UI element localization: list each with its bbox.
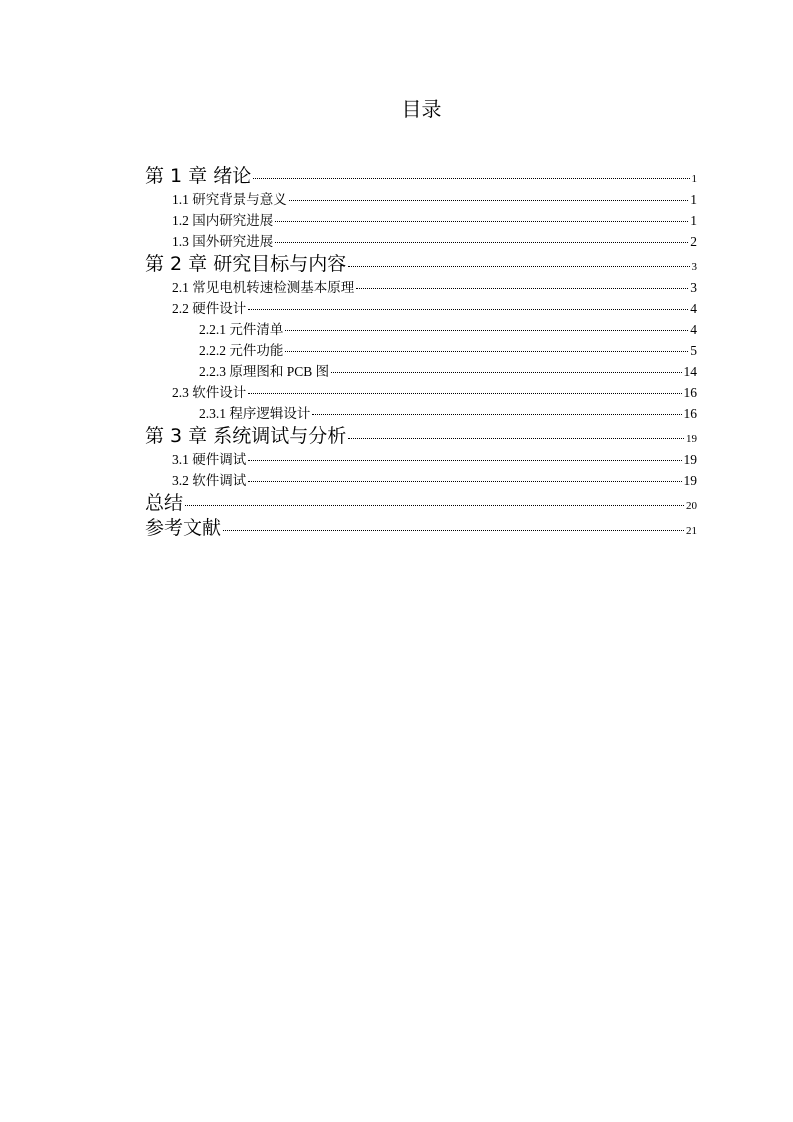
toc-entry-page: 3: [691, 261, 697, 273]
toc-entry-page: 1: [690, 192, 697, 207]
toc-entry-page: 1: [690, 213, 697, 228]
toc-entry-page: 19: [683, 452, 697, 467]
toc-entry-label: 2.2.2 元件功能: [199, 343, 284, 358]
toc-leader-dots: [248, 481, 681, 482]
toc-entry-1-3[interactable]: [145, 231, 697, 252]
toc-entry-label: 1.2 国内研究进展: [172, 213, 274, 228]
toc-entry-2-1[interactable]: [145, 277, 697, 298]
toc-entry-label: 2.2 硬件设计: [172, 301, 247, 316]
toc-entry-label: 1.1 研究背景与意义: [172, 192, 287, 207]
toc-leader-dots: [275, 221, 688, 222]
toc-entry-chapter-1[interactable]: [145, 164, 697, 189]
toc-leader-dots: [248, 460, 681, 461]
toc-entry-page: 21: [686, 525, 697, 537]
toc-entry-2-2[interactable]: [145, 298, 697, 319]
toc-entry-label: 总结: [145, 492, 184, 514]
toc-entry-3-2[interactable]: [145, 470, 697, 491]
toc-entry-label: 1.3 国外研究进展: [172, 234, 274, 249]
toc-entry-2-2-3[interactable]: [145, 361, 697, 382]
toc-entry-references[interactable]: [145, 516, 697, 541]
toc-entry-label: 2.2.3 原理图和 PCB 图: [199, 364, 330, 379]
toc-entry-page: 1: [691, 173, 697, 185]
toc-leader-dots: [348, 438, 684, 439]
toc-leader-dots: [248, 309, 688, 310]
toc-title: 目录: [401, 97, 442, 121]
toc-entry-page: 20: [686, 500, 697, 512]
toc-leader-dots: [289, 200, 689, 201]
toc-entry-label: 第 1 章 绪论: [145, 165, 252, 187]
toc-leader-dots: [248, 393, 681, 394]
toc-entry-label: 第 2 章 研究目标与内容: [145, 253, 347, 275]
toc-entry-page: 4: [690, 301, 697, 316]
toc-entry-chapter-2[interactable]: [145, 252, 697, 277]
toc-entry-page: 3: [690, 280, 697, 295]
toc-entry-2-3-1[interactable]: [145, 403, 697, 424]
toc-entry-3-1[interactable]: [145, 449, 697, 470]
toc-entry-page: 19: [686, 433, 697, 445]
toc-entry-label: 2.1 常见电机转速检测基本原理: [172, 280, 355, 295]
toc-list: [145, 164, 697, 541]
toc-entry-2-3[interactable]: [145, 382, 697, 403]
toc-entry-page: 2: [690, 234, 697, 249]
toc-entry-1-1[interactable]: [145, 189, 697, 210]
toc-entry-page: 4: [690, 322, 697, 337]
toc-leader-dots: [285, 330, 688, 331]
toc-entry-page: 14: [683, 364, 697, 379]
toc-entry-2-2-1[interactable]: [145, 319, 697, 340]
toc-entry-label: 2.3 软件设计: [172, 385, 247, 400]
toc-entry-page: 16: [683, 385, 697, 400]
toc-entry-label: 2.2.1 元件清单: [199, 322, 284, 337]
toc-leader-dots: [285, 351, 688, 352]
toc-entry-label: 3.1 硬件调试: [172, 452, 247, 467]
toc-entry-2-2-2[interactable]: [145, 340, 697, 361]
toc-entry-label: 2.3.1 程序逻辑设计: [199, 406, 311, 421]
toc-entry-page: 19: [683, 473, 697, 488]
toc-entry-label: 第 3 章 系统调试与分析: [145, 425, 347, 447]
toc-leader-dots: [331, 372, 681, 373]
toc-leader-dots: [253, 178, 689, 179]
toc-leader-dots: [223, 530, 684, 531]
toc-leader-dots: [185, 505, 684, 506]
toc-leader-dots: [356, 288, 688, 289]
toc-entry-page: 5: [690, 343, 697, 358]
toc-entry-page: 16: [683, 406, 697, 421]
toc-entry-label: 参考文献: [145, 517, 222, 539]
toc-entry-chapter-3[interactable]: [145, 424, 697, 449]
toc-leader-dots: [275, 242, 688, 243]
toc-entry-1-2[interactable]: [145, 210, 697, 231]
toc-leader-dots: [348, 266, 689, 267]
toc-entry-label: 3.2 软件调试: [172, 473, 247, 488]
toc-leader-dots: [312, 414, 681, 415]
toc-entry-summary[interactable]: [145, 491, 697, 516]
